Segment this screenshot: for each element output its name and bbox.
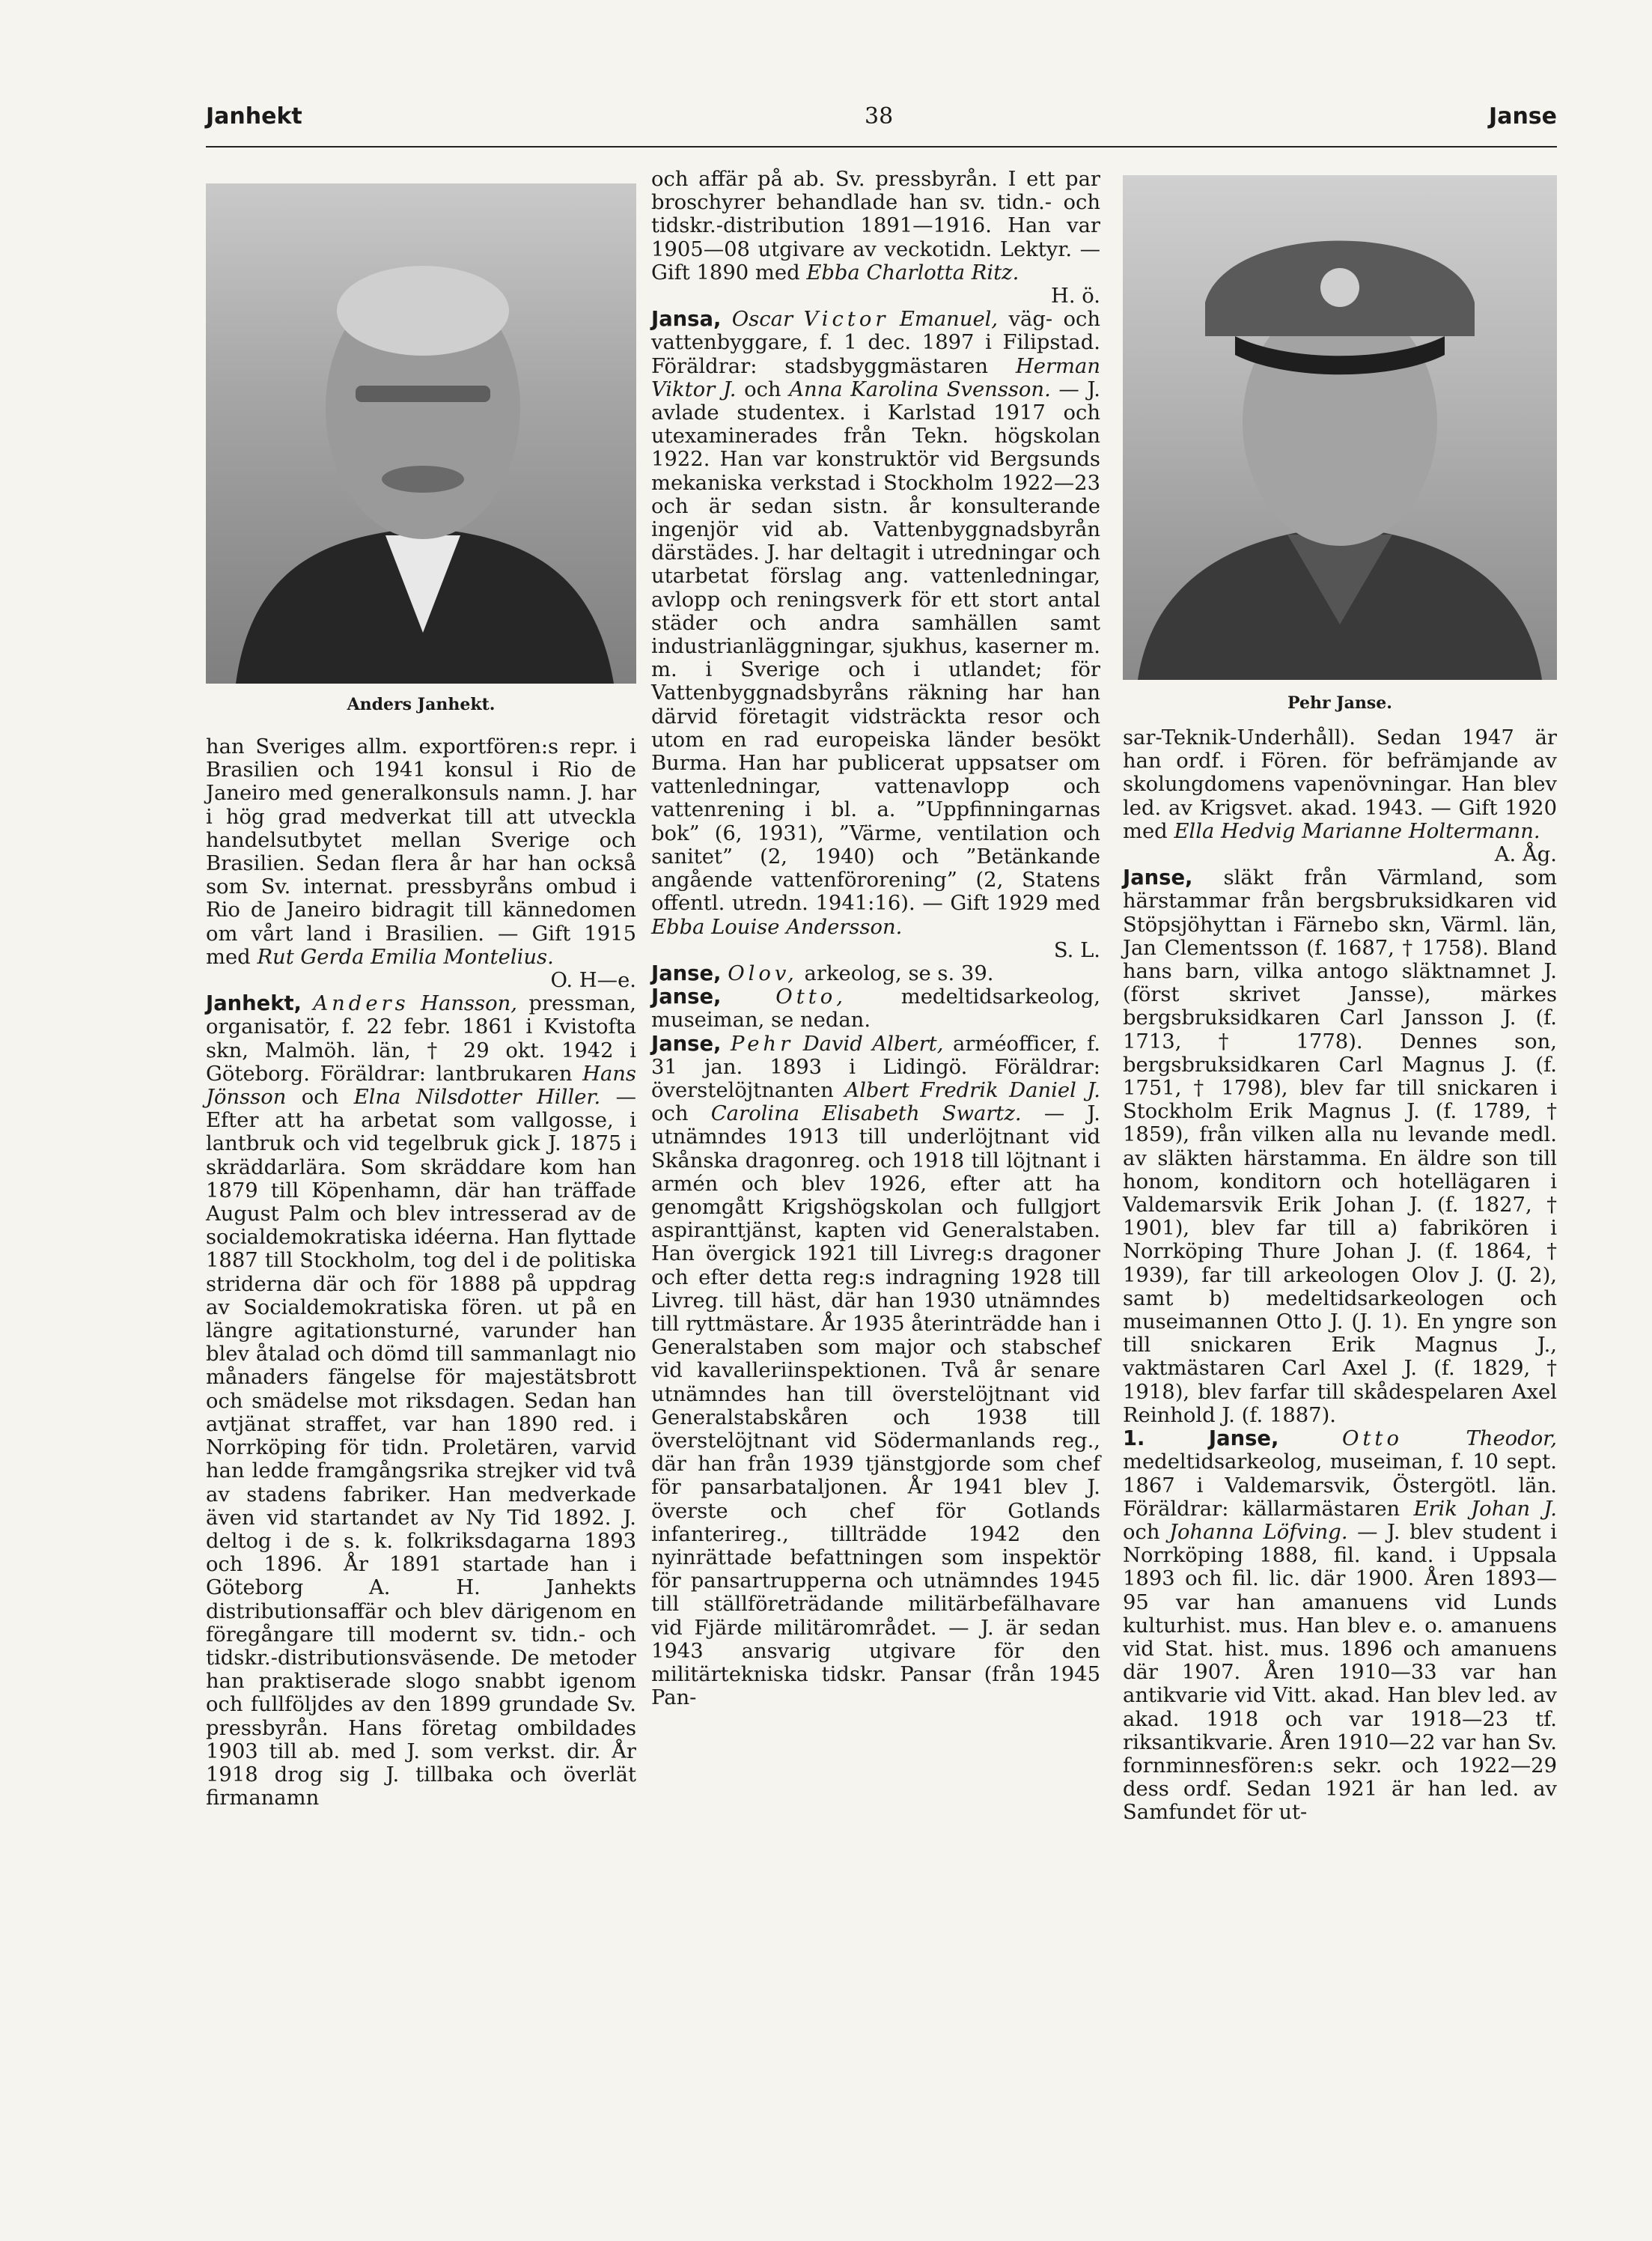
entry-janhekt-anders: Janhekt, Anders Hansson, pressman, organisatör, f. 22 febr. 1861 i Kvistofta skn, Malmöh. län, † 29 okt. 1942 i Göteborg. Föräldrar: lantbrukaren Hans Jönsson och Elna Nilsdotter Hiller. — Efter att ha arbetat som vallgosse, i lantbruk och vid tegelbruk gick J. 1875 i skräddarlära. Som skräddare kom han 1879 till Köpenhamn, där han träffade August Palm och blev intresserad av de socialdemokratiska idéerna. Han flyttade 1887 till Stockholm, tog del i de politiska striderna där och för 1888 på uppdrag av Socialdemokratiska fören. ut på en längre agitationsturné, varunder han blev åtalad och dömd till sammanlagt nio månaders fängelse för majestätsbrott och smädelse mot riksdagen. Sedan han avtjänat straffet, var han 1890 red. i Norrköping för tidn. Proletären, varvid han ledde framgångsrika strejker vid två av stadens fabriker. Han medverkade även vid startandet av Ny Tid 1892. J. deltog i de s. k. folkriksdagarna 1893 och 1896. År 1891 startade han i Göteborg A. H. Janhekts distributionsaffär och blev därigenom en föregångare till modernt sv. tidn.- och tidskr.-distributionsväsende. De metoder han praktiserade slogo snabbt igenom och fullföljdes av den 1899 grundade Sv. pressbyrån. Hans företag ombildades 1903 till ab. med J. som verkst. dir. År 1918 drog sig J. tillbaka och överlät firmanamn xyxy=(206,992,636,1810)
header-left-word: Janhekt xyxy=(206,103,302,130)
entry-headword: 1. Janse, xyxy=(1123,1427,1279,1451)
paragraph-pehr-continued: sar-Teknik-Underhåll). Sedan 1947 är han ordf. i Fören. för befrämjande av skolungdomens vapenövningar. Han blev led. av Krigsvet. akad. 1943. — Gift 1920 med Ella Hedvig Marianne Holtermann. A. Åg. xyxy=(1123,726,1557,867)
author-signature: A. Åg. xyxy=(1494,843,1557,867)
page-number: 38 xyxy=(865,103,894,130)
portrait-right-figure xyxy=(1123,175,1557,680)
author-signature: S. L. xyxy=(1053,938,1100,962)
text-column-3 xyxy=(1123,726,1557,1825)
portrait-caption-right: Pehr Janse. xyxy=(1287,693,1392,713)
entry-janse-olov: Janse, Olov, arkeolog, se s. 39. xyxy=(651,961,994,985)
entry-headword: Janhekt, xyxy=(206,992,302,1016)
portrait-photo-left xyxy=(206,183,636,684)
entry-janse-pehr: Janse, Pehr David Albert, arméofficer, f. 31 jan. 1893 i Lidingö. Föräldrar: överstelöjtnanten Albert Fredrik Daniel J. och Carolina Elisabeth Swartz. — J. utnämndes 1913 till underlöjtnant vid Skånska dragonreg. och 1918 till löjtnant i armén och blev 1926, efter att ha genomgått Krigshögskolan och fullgjort aspiranttjänst, kapten vid Generalstaben. Han övergick 1921 till Livreg:s dragoner och efter detta reg:s indragning 1928 till Livreg. till häst, där han 1930 utnämndes till ryttmästare. År 1935 återinträdde han i Generalstaben som major och stabschef vid kavalleriinspektionen. Två år senare utnämndes han till överstelöjtnant vid Generalstabskåren och 1938 till överstelöjtnant vid Södermanlands reg., där han från 1939 tjänstgjorde som chef för pansarbataljonen. År 1941 blev J. överste och chef för Gotlands infanterireg., tillträdde 1942 den nyinrättade befattningen som inspektör för pansartrupperna och utnämndes 1945 till ställföreträdande militärbefälhavare vid Fjärde militärområdet. — J. är sedan 1943 ansvarig utgivare för den militärtekniska tidskr. Pansar (från 1945 Pan- xyxy=(651,1032,1100,1710)
entry-headword: Janse, xyxy=(651,1032,722,1056)
entry-headword: Janse, xyxy=(651,985,722,1009)
entry-jansa-oscar: Jansa, Oscar Victor Emanuel, väg- och vattenbyggare, f. 1 dec. 1897 i Filipstad. Föräldrar: stadsbyggmästaren Herman Viktor J. och Anna Karolina Svensson. — J. avlade studentex. i Karlstad 1917 och utexaminerades från Tekn. högskolan 1922. Han var konstruktör vid Bergsunds mekaniska verkstad i Stockholm 1922—23 och är sedan sistn. år konsulterande ingenjör vid ab. Vattenbyggnadsbyrån därstädes. J. har deltagit i utredningar och utarbetat förslag ang. vattenledningar, avlopp och reningsverk för ett stort antal städer och andra samhällen samt industrianläggningar, sjukhus, kaserner m. m. i Sverige och i utlandet; för Vattenbyggnadsbyråns räkning har han därvid företagit vidsträckta resor och utom en rad europeiska länder besökt Burma. Han har publicerat uppsatser om vattenledningar, vattenavlopp och vattenrening i bl. a. ”Uppfinningarnas bok” (6, 1931), ”Värme, ventilation och sanitet” (2, 1940) och ”Betänkande angående vattenförorening” (2, Statens offentl. utredn. 1941:16). — Gift 1929 med Ebba Louise Andersson. S. L. xyxy=(651,308,1101,962)
paragraph-janhekt-end: och affär på ab. Sv. pressbyrån. I ett par broschyrer behandlade han sv. tidn.- och tidskr.-distribution 1891—1916. Han var 1905—08 utgivare av veckotidn. Lektyr. — Gift 1890 med Ebba Charlotta Ritz. H. ö. xyxy=(651,168,1100,308)
text-column-1 xyxy=(206,735,636,1810)
portrait-photo-right xyxy=(1123,175,1557,680)
page-header xyxy=(206,103,1557,139)
text-column-2 xyxy=(651,168,1100,1709)
entry-headword: Jansa, xyxy=(651,308,722,332)
header-right-word: Janse xyxy=(1489,103,1557,130)
portrait-left-figure xyxy=(206,183,636,684)
portrait-caption-left: Anders Janhekt. xyxy=(347,695,496,714)
paragraph-janhekt-continued: han Sveriges allm. exportfören:s repr. i Brasilien och 1941 konsul i Rio de Janeiro med generalkonsuls namn. J. har i hög grad medverkat till att utveckla handelsutbytet mellan Sverige och Brasilien. Sedan flera år har han också som Sv. internat. pressbyråns ombud i Rio de Janeiro bidragit till kännedomen om vårt land i Brasilien. — Gift 1915 med Rut Gerda Emilia Montelius. O. H—e. xyxy=(206,735,636,993)
entry-janse-family: Janse, släkt från Värmland, som härstammar från bergsbruksidkaren vid Stöpsjöhyttan i Färnebo skn, Värml. län, Jan Clementsson (f. 1687, † 1758). Bland hans barn, vilka antogo släktnamnet J. (först skrivet Jansse), märkes bergsbruksidkaren Carl Jansson J. (f. 1713, † 1778). Dennes son, bergsbruksidkaren Carl Magnus J. (f. 1751, † 1798), blev far till snickaren i Stockholm Erik Magnus J. (f. 1789, † 1859), från vilken alla nu levande medl. av släkten härstamma. En äldre son till honom, konditorn och hotellägaren i Valdemarsvik Erik Johan J. (f. 1827, † 1901), blev far till a) fabrikören i Norrköping Thure Johan J. (f. 1864, † 1939), far till arkeologen Olov J. (J. 2), samt b) medeltidsarkeologen och museimannen Otto J. (J. 1). En yngre son till snickaren Erik Magnus J., vaktmästaren Carl Axel J. (f. 1829, † 1918), blev farfar till skådespelaren Axel Reinhold J. (f. 1887). xyxy=(1123,866,1557,1427)
entry-janse-otto: 1. Janse, Otto Theodor, medeltidsarkeolog, museiman, f. 10 sept. 1867 i Valdemarsvik, Östergötl. län. Föräldrar: källarmästaren Erik Johan J. och Johanna Löfving. — J. blev student i Norrköping 1888, fil. kand. i Uppsala 1893 och fil. lic. där 1900. Åren 1893—95 var han amanuens vid Lunds kulturhist. mus. Han blev e. o. amanuens vid Stat. hist. mus. 1896 och amanuens där 1907. Åren 1910—33 var han antikvarie vid Vitt. akad. Han blev led. av akad. 1918 och var 1918—23 tf. riksantikvarie. Åren 1910—22 var han Sv. fornminnesfören:s sekr. och 1922—29 dess ordf. Sedan 1921 är han led. av Samfundet för ut- xyxy=(1123,1427,1557,1825)
author-signature: H. ö. xyxy=(1050,285,1100,308)
entry-janse-otto-ref: Janse, Otto, medeltidsarkeolog, museiman, se nedan. xyxy=(651,985,1100,1033)
entry-headword: Janse, xyxy=(651,961,722,985)
header-rule xyxy=(206,146,1557,148)
entry-headword: Janse, xyxy=(1123,866,1193,890)
author-signature: O. H—e. xyxy=(550,969,636,993)
